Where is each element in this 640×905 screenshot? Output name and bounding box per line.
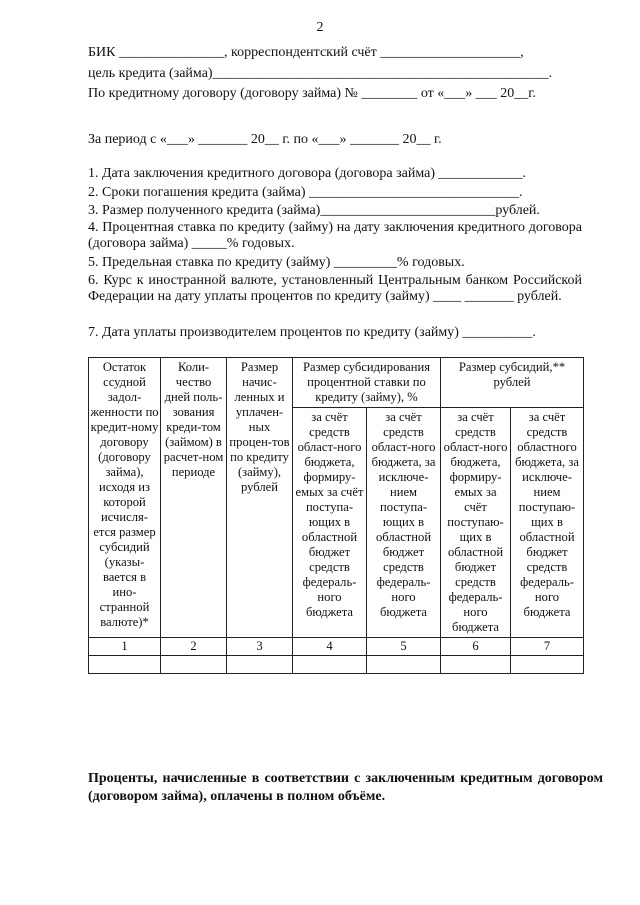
payment-confirmation-note: Проценты, начисленные в соответствии с заключенным кредитным договором (договором займа), оплачены в полном объёме. (88, 771, 603, 804)
column-number: 7 (511, 638, 584, 656)
bik-line: БИК _______________, корреспондентский счёт ____________________, (88, 45, 524, 60)
header-rate-subsidy-group: Размер субсидирования процентной ставки по кредиту (займу), % (293, 358, 441, 408)
item-6: 6. Курс к иностранной валюте, установленный Центральным банком Российской Федерации на дату уплаты процентов по кредиту (займу) ____ _______ рублей. (88, 273, 582, 304)
table-cell (293, 656, 367, 674)
loan-agreement-line: По кредитному договору (договору займа) № ________ от «___» ___ 20__г. (88, 86, 536, 101)
header-days-used: Коли-чество дней поль-зования креди-том (займом) в расчет-ном периоде (161, 358, 227, 638)
header-rate-regional: за счёт средств област-ного бюджета, за исключе-нием поступа-ющих в областной бюджет средств федераль-ного бюджета (367, 408, 441, 638)
subsidy-table (88, 357, 584, 674)
header-subsidy-amount-group: Размер субсидий,** рублей (441, 358, 584, 408)
column-number: 3 (227, 638, 293, 656)
item-7: 7. Дата уплаты производителем процентов по кредиту (займу) __________. (88, 325, 536, 340)
column-number: 2 (161, 638, 227, 656)
table-cell (161, 656, 227, 674)
item-2: 2. Сроки погашения кредита (займа) ______________________________. (88, 185, 523, 200)
column-number: 5 (367, 638, 441, 656)
item-1: 1. Дата заключения кредитного договора (договора займа) ____________. (88, 166, 527, 181)
item-3: 3. Размер полученного кредита (займа)_________________________рублей. (88, 203, 540, 218)
column-number: 6 (441, 638, 511, 656)
table-cell (227, 656, 293, 674)
table-cell (511, 656, 584, 674)
header-loan-balance: Остаток ссудной задол-женности по кредит-ному договору (договору займа), исходя из которой исчисля-ется размер субсидий (указы-вается в ино-странной валюте)* (89, 358, 161, 638)
header-interest-paid: Размер начис-ленных и уплачен-ных процен-тов по кредиту (займу), рублей (227, 358, 293, 638)
header-amount-federal: за счёт средств област-ного бюджета, формиру-емых за счёт поступаю-щих в областной бюджет средств федераль-ного бюджета (441, 408, 511, 638)
header-rate-federal: за счёт средств област-ного бюджета, формиру-емых за счёт поступа-ющих в областной бюджет средств федераль-ного бюджета (293, 408, 367, 638)
table-cell (367, 656, 441, 674)
header-amount-regional: за счёт средств областного бюджета, за исключе-нием поступаю-щих в областной бюджет средств федераль-ного бюджета (511, 408, 584, 638)
column-number: 1 (89, 638, 161, 656)
page-number: 2 (316, 20, 324, 35)
item-4: 4. Процентная ставка по кредиту (займу) на дату заключения кредитного договора (договора займа) _____% годовых. (88, 220, 582, 251)
table-cell (441, 656, 511, 674)
loan-purpose-line: цель кредита (займа)________________________________________________. (88, 66, 553, 81)
item-5: 5. Предельная ставка по кредиту (займу) _________% годовых. (88, 255, 465, 270)
period-line: За период с «___» _______ 20__ г. по «___» _______ 20__ г. (88, 132, 442, 147)
table-cell (89, 656, 161, 674)
column-number: 4 (293, 638, 367, 656)
